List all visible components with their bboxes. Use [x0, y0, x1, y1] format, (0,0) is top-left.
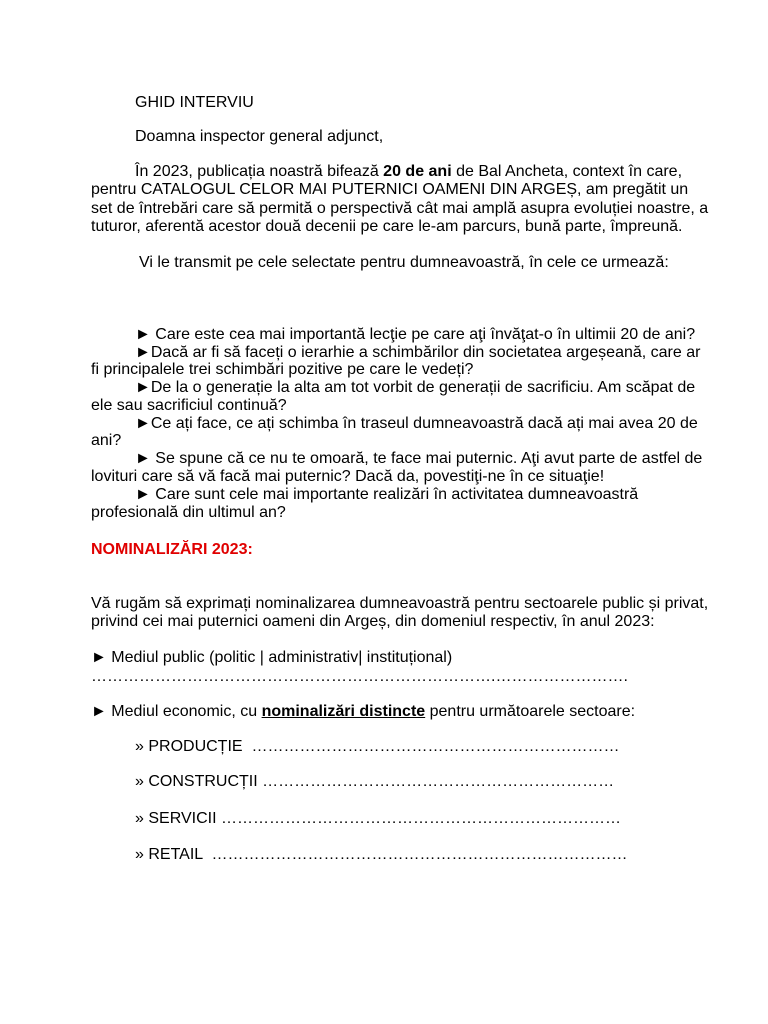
sector-retail — [135, 846, 627, 865]
sector-label: » RETAIL — [135, 846, 212, 863]
question-2-line-1: ►Dacă ar fi să faceți o ierarhie a schimbărilor din societatea argeșeană, care ar — [135, 344, 701, 361]
question-3-line-1: ►De la o generație la alta am tot vorbit de generații de sacrificiu. Am scăpat de — [135, 379, 696, 396]
question-1: ► Care este cea mai importantă lecţie pe care aţi învăţat-o în ultimii 20 de ani? — [135, 326, 696, 343]
sector-label: » PRODUCȚIE — [135, 738, 252, 755]
economic-sector-label: ► Mediul economic, cu nominalizări distincte pentru următoarele sectoare: — [91, 703, 636, 720]
intro-line-3: set de întrebări care să permită o perspectivă cât mai amplă asupra evoluției noastre, a — [91, 200, 709, 217]
question-2-line-2: fi principalele trei schimbări pozitive pe care le vedeți? — [91, 361, 474, 378]
nominations-request-line-1: Vă rugăm să exprimați nominalizarea dumneavoastră pentru sectoarele public și privat, — [91, 595, 709, 612]
question-3-line-2: ele sau sacrificiul continuă? — [91, 397, 287, 414]
question-6-line-2: profesională din ultimul an? — [91, 504, 286, 521]
question-4-line-2: ani? — [91, 432, 122, 449]
sector-label: » SERVICII — [135, 810, 221, 827]
twenty-years-highlight: 20 de ani — [383, 163, 452, 180]
sector-fill-line[interactable]: ………………………………………………………………… — [220, 810, 621, 827]
sector-fill-line[interactable]: ………………………………………………………… — [262, 773, 615, 790]
sector-fill-line[interactable]: …………………………………………………………… — [251, 738, 620, 755]
sector-servicii — [135, 810, 621, 829]
question-5-line-1: ► Se spune că ce nu te omoară, te face mai puternic. Aţi avut parte de astfel de — [135, 450, 703, 467]
sector-constructii — [135, 773, 614, 792]
question-6-line-1: ► Care sunt cele mai importante realizări în activitatea dumneavoastră — [135, 486, 639, 503]
sector-label: » CONSTRUCȚII — [135, 773, 263, 790]
transmit-line: Vi le transmit pe cele selectate pentru dumneavoastră, în cele ce urmează: — [139, 254, 669, 271]
intro-line-4: tuturor, aferentă acestor două decenii pe care le-am parcurs, bună parte, împreună. — [91, 218, 683, 235]
question-5-line-2: lovituri care să vă facă mai puternic? Dacă da, povestiţi-ne în ce situaţie! — [91, 468, 605, 485]
public-sector-label: ► Mediul public (politic | administrativ| instituțional) — [91, 649, 453, 666]
sector-productie — [135, 738, 619, 757]
nominations-request-line-2: privind cei mai puternici oameni din Argeș, din domeniul respectiv, în anul 2023: — [91, 613, 655, 630]
public-sector-fill-line[interactable]: ………………………………………………………………….……………………. — [91, 668, 628, 685]
greeting: Doamna inspector general adjunct, — [135, 128, 384, 145]
intro-line-2: pentru CATALOGUL CELOR MAI PUTERNICI OAMENI DIN ARGEȘ, am pregătit un — [91, 181, 689, 198]
question-4-line-1: ►Ce ați face, ce ați schimba în traseul dumneavoastră dacă ați mai avea 20 de — [135, 415, 698, 432]
intro-line-1: În 2023, publicația noastră bifează 20 de ani de Bal Ancheta, context în care, — [135, 163, 683, 180]
sector-fill-line[interactable]: …………………………………………………………………… — [211, 846, 628, 863]
distinct-nominations-emphasis: nominalizări distincte — [261, 703, 426, 720]
nominations-heading: NOMINALIZĂRI 2023: — [91, 541, 253, 558]
document-title: GHID INTERVIU — [135, 94, 254, 111]
